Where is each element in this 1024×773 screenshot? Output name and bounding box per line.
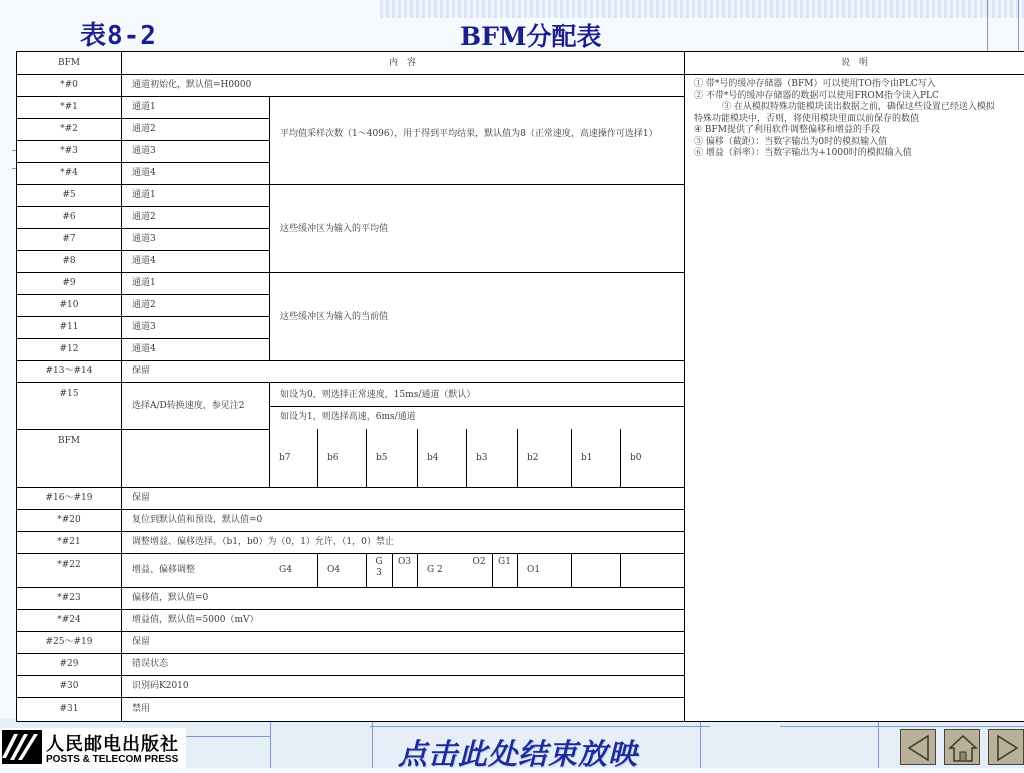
grid-line <box>17 118 269 119</box>
grid-line <box>417 429 418 487</box>
row-description: 调整增益、偏移选择。（b1，b0）为（0，1）允许，（1，0）禁止 <box>132 537 394 547</box>
grid-line <box>17 429 269 430</box>
prev-slide-button[interactable] <box>900 729 936 765</box>
bfm-address: *#20 <box>57 515 81 525</box>
grid-line <box>17 250 269 251</box>
note-3: ③ 在从模拟特殊功能模块读出数据之前，确保这些设置已经送入模拟特殊功能模块中，否则，将使用模块里面以前保存的数值 <box>694 102 995 124</box>
grid-line <box>17 487 684 488</box>
bit-label: b7 <box>279 453 291 463</box>
bfm-address: *#21 <box>57 537 81 547</box>
grid-line <box>17 509 684 510</box>
grid-line <box>17 382 684 383</box>
home-icon <box>945 730 981 766</box>
deco-line <box>370 726 710 727</box>
avg-buffer-text: 这些缓冲区为输入的平均值 <box>280 224 389 234</box>
gain-offset-label: O4 <box>327 565 341 575</box>
bfm-address: *#4 <box>60 168 78 178</box>
row-description: 通道4 <box>132 256 156 266</box>
bit-label: b2 <box>527 453 539 463</box>
bfm-address: #13～#14 <box>45 366 93 376</box>
grid-line <box>17 74 1024 75</box>
bfm-address: *#22 <box>57 560 81 570</box>
grid-line <box>269 382 270 487</box>
grid-line <box>269 96 270 360</box>
grid-line <box>17 294 269 295</box>
grid-line <box>17 140 269 141</box>
bfm-address: #12 <box>59 344 79 354</box>
row-description: 识别码K2010 <box>132 681 189 691</box>
bfm-address: *#23 <box>57 593 81 603</box>
bfm-address: #11 <box>59 322 79 332</box>
grid-line <box>17 531 684 532</box>
grid-line <box>17 609 684 610</box>
end-show-link[interactable]: 点击此处结束放映 <box>398 737 639 771</box>
bfm-table <box>16 51 1024 722</box>
row-description: 通道初始化，默认值=H0000 <box>132 80 252 90</box>
gain-offset-label: G 2 <box>427 565 443 575</box>
deco-line <box>987 0 988 55</box>
bfm-address: #5 <box>62 190 76 200</box>
bfm-address: *#0 <box>60 80 78 90</box>
row-description: 通道4 <box>132 168 156 178</box>
bfm-address: #31 <box>59 704 79 714</box>
grid-line <box>17 631 684 632</box>
bfm-address: #9 <box>62 278 76 288</box>
row-description: 通道2 <box>132 300 156 310</box>
note-1: ① 带*号的缓冲存储器（BFM）可以使用TO指令由PLC写入 <box>694 79 936 89</box>
right-triangle-icon <box>989 730 1024 766</box>
table-number: 表8-2 <box>80 21 157 51</box>
bfm-address: *#1 <box>60 102 78 112</box>
row-description: 保留 <box>132 493 151 503</box>
home-button[interactable] <box>944 729 980 765</box>
bfm-address: #6 <box>62 212 76 222</box>
header-bfm: BFM <box>57 58 81 68</box>
row-description: 禁用 <box>132 704 151 714</box>
bfm-address: BFM <box>57 436 81 446</box>
row-description: 保留 <box>132 366 151 376</box>
bfm-address: #15 <box>59 389 79 399</box>
row-description: 通道1 <box>132 278 156 288</box>
publisher-logo <box>0 728 186 768</box>
bfm-address: #29 <box>59 659 79 669</box>
row-description: 通道2 <box>132 124 156 134</box>
row-description: 保留 <box>132 637 151 647</box>
bit-label: b1 <box>581 453 593 463</box>
grid-line <box>17 228 269 229</box>
row-description: 错误状态 <box>132 659 169 669</box>
grid-line <box>17 162 269 163</box>
grid-line <box>17 96 684 97</box>
gain-offset-label: G 3 <box>375 557 383 578</box>
grid-line <box>17 360 684 361</box>
grid-line <box>17 587 684 588</box>
gain-offset-label: O3 <box>397 557 412 567</box>
row-description: 通道4 <box>132 344 156 354</box>
slide-title: BFM分配表 <box>460 22 602 51</box>
bfm-address: *#24 <box>57 615 81 625</box>
row-description: 复位到默认值和预设，默认值=0 <box>132 515 263 525</box>
grid-line <box>17 272 684 273</box>
row-description: 通道1 <box>132 102 156 112</box>
row-description: 通道3 <box>132 146 156 156</box>
bfm-address: #10 <box>59 300 79 310</box>
notes-panel <box>694 79 996 160</box>
speed-normal-text: 如设为0，则选择正常速度，15ms/通道（默认） <box>280 390 476 400</box>
row-description: 偏移值，默认值=0 <box>132 593 209 603</box>
gain-offset-label: G1 <box>498 557 511 567</box>
bfm-address: #16～#19 <box>45 493 93 503</box>
grid-line <box>121 52 122 721</box>
bfm-address: *#3 <box>60 146 78 156</box>
row-description: 通道3 <box>132 322 156 332</box>
bfm-address: #7 <box>62 234 76 244</box>
bit-label: b5 <box>376 453 388 463</box>
bit-label: b3 <box>476 453 488 463</box>
grid-line <box>17 553 684 554</box>
grid-line <box>517 429 518 487</box>
row-description: 增益、偏移调整 <box>132 565 196 575</box>
grid-line <box>17 316 269 317</box>
bfm-address: #30 <box>59 681 79 691</box>
grid-line <box>17 206 269 207</box>
speed-high-text: 如设为1，则选择高速，6ms/通道 <box>280 412 416 422</box>
gain-offset-label: O2 <box>472 557 486 567</box>
header-stripe <box>380 0 1024 18</box>
row-description: 通道2 <box>132 212 156 222</box>
publisher-emblem-icon <box>2 730 42 764</box>
note-6: ⑥ 增益（斜率）：当数字输出为+1000时的模拟输入值 <box>694 148 912 158</box>
note-4: ④ BFM提供了利用软件调整偏移和增益的手段 <box>694 125 881 135</box>
grid-line <box>17 184 684 185</box>
grid-line <box>571 429 572 487</box>
grid-line <box>366 429 367 487</box>
grid-line <box>17 653 684 654</box>
deco-line <box>780 726 1024 727</box>
bfm-address: *#2 <box>60 124 78 134</box>
row-description: 增益值，默认值=5000（mV） <box>132 615 259 625</box>
header-notes: 说 明 <box>840 58 868 68</box>
row-description: 选择A/D转换速度，参见注2 <box>132 400 245 411</box>
note-5: ⑤ 偏移（截距）：当数字输出为0时的模拟输入值 <box>694 136 888 147</box>
grid-line <box>466 429 467 487</box>
bit-label: b0 <box>630 453 642 463</box>
grid-line <box>17 697 684 698</box>
grid-line <box>620 429 621 487</box>
bfm-address: #25～#19 <box>45 637 93 647</box>
row-description: 通道1 <box>132 190 156 200</box>
row-description: 通道3 <box>132 234 156 244</box>
header-content: 内 容 <box>388 58 416 68</box>
next-slide-button[interactable] <box>988 729 1024 765</box>
publisher-name-en: POSTS & TELECOM PRESS <box>46 754 179 765</box>
gain-offset-label: O1 <box>527 565 541 575</box>
grid-line <box>17 338 269 339</box>
note-2: ② 不带*号的缓冲存储器的数据可以使用FROM指令读入PLC <box>694 90 939 101</box>
gain-offset-label: G4 <box>279 565 292 575</box>
avg-samples-text: 平均值采样次数（1～4096），用于得到平均结果，默认值为8（正常速度，高速操作可选择1） <box>280 129 658 139</box>
bit-label: b4 <box>427 453 439 463</box>
grid-line <box>17 675 684 676</box>
grid-line <box>317 429 318 487</box>
bfm-address: #8 <box>62 256 76 266</box>
grid-line <box>684 52 685 721</box>
left-triangle-icon <box>901 730 937 766</box>
publisher-name-cn: 人民邮电出版社 <box>46 734 179 755</box>
cur-buffer-text: 这些缓冲区为输入的当前值 <box>280 312 389 322</box>
bit-label: b6 <box>327 453 339 463</box>
